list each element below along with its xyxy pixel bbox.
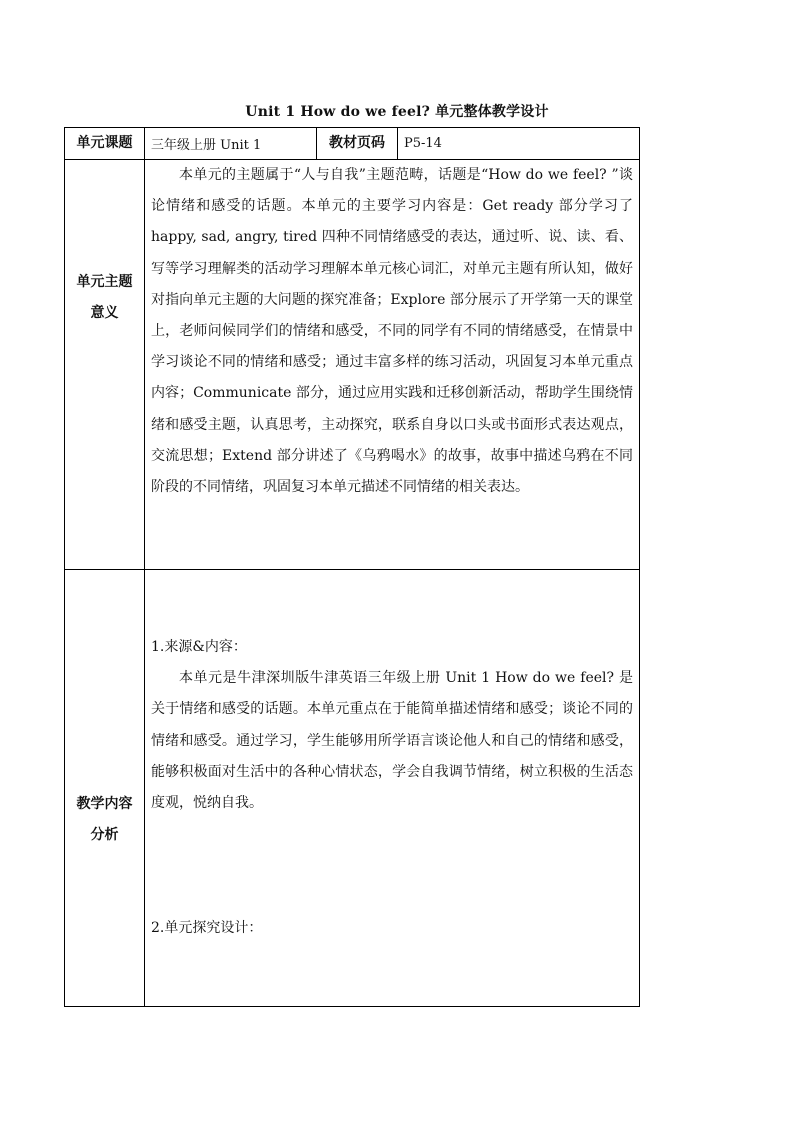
document-title: Unit 1 How do we feel? 单元整体教学设计 bbox=[245, 104, 549, 120]
source-content-heading: 1.来源&内容： bbox=[151, 639, 247, 655]
label-content-analysis bbox=[65, 570, 145, 1007]
label-unit-theme-line1: 单元主题 bbox=[76, 274, 133, 290]
source-content-paragraph: 本单元是牛津深圳版牛津英语三年级上册 Unit 1 How do we feel? 是关于情绪和感受的话题。本单元重点在于能简单描述情绪和感受；谈论不同的情绪和感受。通过学习，学生能够用所学语言谈论他人和自己的情绪和感受，能够积极面对生活中的各种心情状态，学会自我调节情绪，树立积极的生活态度观，悦纳自我。 bbox=[151, 670, 633, 812]
label-textbook-pages: 教材页码 bbox=[317, 128, 398, 160]
row-content-analysis bbox=[65, 570, 640, 1007]
content-analysis-cell bbox=[145, 570, 640, 1007]
label-content-analysis-line2: 分析 bbox=[90, 827, 119, 843]
unit-design-table bbox=[64, 127, 640, 1007]
textbook-pages-value: P5-14 bbox=[398, 128, 640, 160]
label-content-analysis-line1: 教学内容 bbox=[76, 796, 133, 812]
label-unit-theme-line2: 意义 bbox=[90, 305, 119, 321]
row-unit-theme bbox=[65, 160, 640, 570]
unit-topic-value: 三年级上册 Unit 1 bbox=[145, 128, 317, 160]
unit-theme-cell bbox=[145, 160, 640, 570]
label-unit-topic: 单元课题 bbox=[65, 128, 145, 160]
unit-theme-paragraph: 本单元的主题属于“人与自我”主题范畴，话题是“How do we feel? ”谈论情绪和感受的话题。本单元的主要学习内容是：Get ready 部分学习了 happy, sad, angry, tired 四种不同情绪感受的表达，通过听、说、读、看、写等学习理解类的活动学习理解本单元核心词汇，对单元主题有所认知，做好对指向单元主题的大问题的探究准备；Explore 部分展示了开学第一天的课堂上，老师问候同学们的情绪和感受，不同的同学有不同的情绪感受，在情景中学习谈论不同的情绪和感受；通过丰富多样的练习活动，巩固复习本单元重点内容；Communicate 部分，通过应用实践和迁移创新活动，帮助学生围绕情绪和感受主题，认真思考，主动探究，联系自身以口头或书面形式表达观点，交流思想；Extend 部分讲述了《乌鸦喝水》的故事，故事中描述乌鸦在不同阶段的不同情绪，巩固复习本单元描述不同情绪的相关表达。 bbox=[151, 167, 633, 496]
label-unit-theme bbox=[65, 160, 145, 570]
unit-inquiry-heading: 2.单元探究设计： bbox=[151, 920, 263, 937]
row-unit-topic bbox=[65, 128, 640, 160]
